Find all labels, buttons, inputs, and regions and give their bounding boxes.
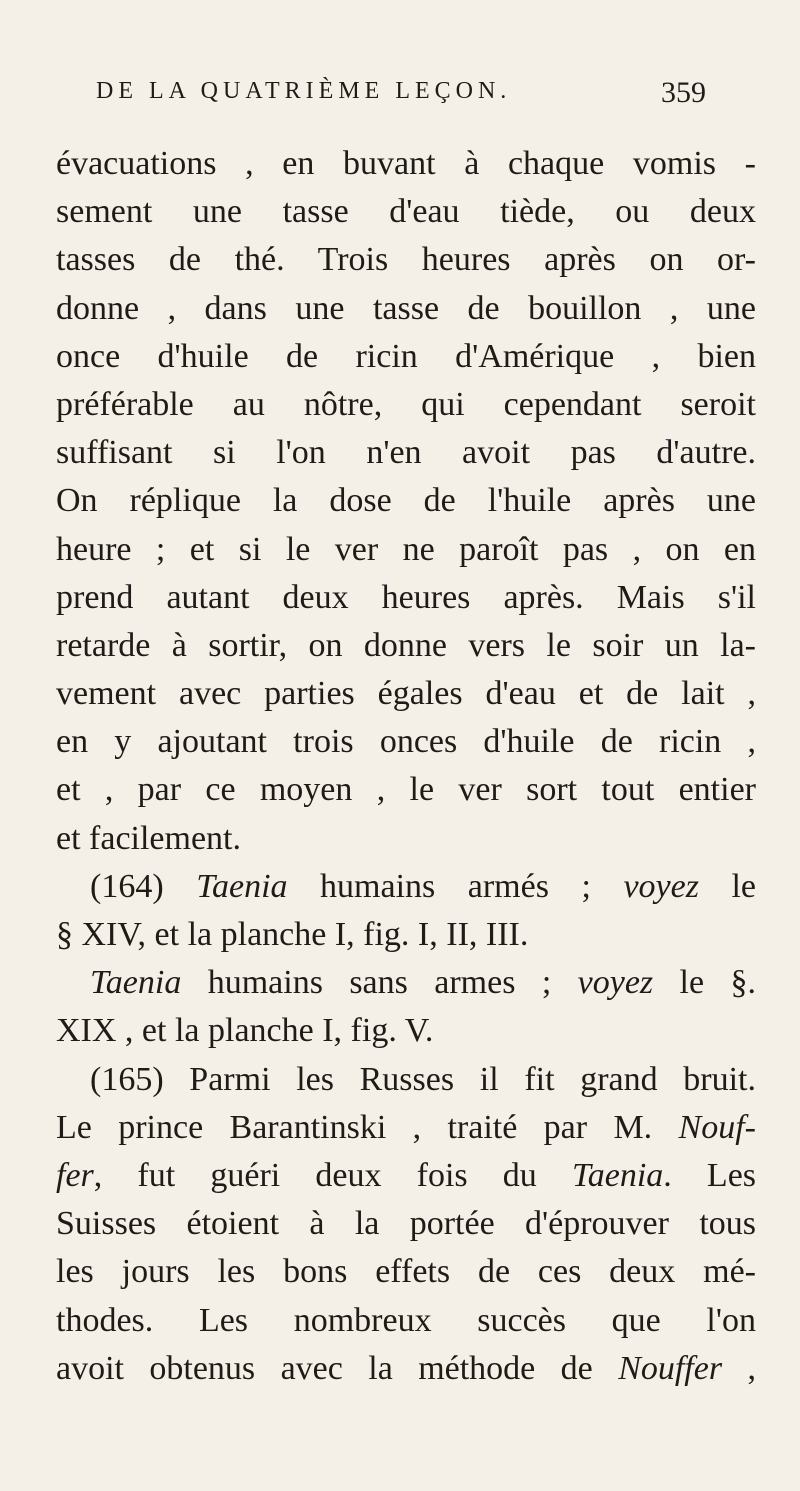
italic-term: Taenia — [90, 964, 182, 1002]
text-line: évacuations , en buvant à chaque vomis - — [56, 145, 756, 182]
text-line — [56, 1345, 756, 1393]
text-run: Le prince Barantinski , traité par M. — [56, 1108, 679, 1146]
text-line: prend autant deux heures après. Mais s'il — [56, 578, 756, 616]
text-line: et facilement. — [56, 819, 242, 857]
page-header — [96, 78, 706, 118]
text-line: donne , dans une tasse de bouillon , une — [56, 289, 756, 327]
text-run: , — [722, 1349, 757, 1387]
text-line: suffisant si l'on n'en avoit pas d'autre. — [56, 434, 756, 472]
text-line: les jours les bons effets de ces deux mé- — [56, 1253, 756, 1291]
text-run: humains armés ; — [287, 867, 624, 905]
text-run: le §. — [653, 964, 756, 1002]
text-line: On réplique la dose de l'huile après une — [56, 482, 756, 520]
italic-term: Taenia — [571, 1156, 664, 1194]
text-line: en y ajoutant trois onces d'huile de ricin , — [56, 723, 756, 761]
text-line: Suisses étoient à la portée d'éprouver tous — [56, 1205, 756, 1243]
text-line: heure ; et si le ver ne paroît pas , on en — [56, 530, 756, 568]
text-line — [56, 1104, 756, 1152]
text-line: et , par ce moyen , le ver sort tout entier — [56, 771, 756, 809]
text-line: XIX , et la planche I, fig. V. — [56, 1012, 434, 1050]
text-run: humains sans armes ; — [181, 964, 578, 1002]
page-number: 359 — [661, 76, 706, 109]
paragraph-165-line: (165) Parmi les Russes il fit grand bruit. — [90, 1060, 756, 1098]
italic-name: fer — [56, 1156, 94, 1194]
italic-term: Taenia — [196, 867, 288, 905]
text-line: once d'huile de ricin d'Amérique , bien — [56, 337, 756, 375]
paragraph-number: (164) — [90, 867, 164, 905]
text-line: sement une tasse d'eau tiède, ou deux — [56, 193, 756, 231]
text-line: vement avec parties égales d'eau et de lait , — [56, 675, 756, 713]
text-line: préférable au nôtre, qui cependant seroit — [56, 385, 756, 423]
text-line — [56, 1152, 756, 1200]
text-line: tasses de thé. Trois heures après on or- — [56, 241, 756, 279]
text-run: le — [698, 867, 757, 905]
text-run: , fut guéri deux fois du — [93, 1156, 572, 1194]
text-line: retarde à sortir, on donne vers le soir un la- — [56, 626, 756, 664]
italic-name: Nouf- — [678, 1108, 756, 1146]
text-run: . Les — [663, 1156, 757, 1194]
body-text — [56, 140, 756, 1393]
paragraph-164-line — [56, 863, 756, 911]
italic-voyez: voyez — [577, 964, 654, 1002]
paragraph-164b-line — [56, 959, 756, 1007]
running-head: DE LA QUATRIÈME LEÇON. — [96, 78, 512, 104]
text-line: § XIV, et la planche I, fig. I, II, III. — [56, 916, 529, 953]
italic-voyez: voyez — [623, 867, 699, 905]
text-line: thodes. Les nombreux succès que l'on — [56, 1301, 756, 1339]
text-run: avoit obtenus avec la méthode de — [56, 1349, 619, 1387]
italic-name: Nouffer — [618, 1349, 723, 1387]
